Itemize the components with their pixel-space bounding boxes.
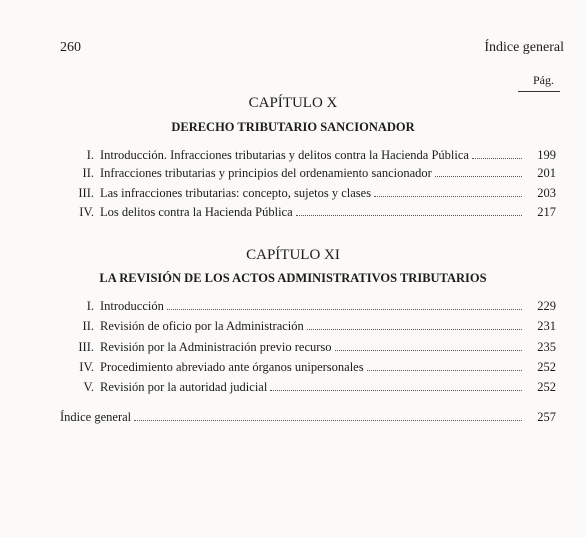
dot-leader [472, 158, 522, 159]
running-head: Índice general [484, 40, 564, 55]
toc-entry-number: IV. [79, 205, 94, 219]
toc-entry-title: Procedimiento abreviado ante órganos unipersonales [100, 360, 364, 374]
toc-entry-page: 257 [537, 410, 556, 424]
chapter-xi-label: CAPÍTULO XI [246, 247, 340, 263]
pag-column-rule [518, 91, 560, 92]
toc-entry-page: 199 [537, 148, 556, 162]
dot-leader [367, 370, 522, 371]
dot-leader [335, 350, 522, 351]
toc-entry-number: I. [86, 299, 94, 313]
toc-entry[interactable] [60, 186, 556, 204]
dot-leader [134, 420, 522, 421]
toc-entry-number: III. [78, 186, 94, 200]
dot-leader [167, 309, 522, 310]
toc-entry-number: V. [83, 380, 94, 394]
toc-entry-page: 217 [537, 205, 556, 219]
chapter-x-label: CAPÍTULO X [248, 95, 338, 111]
toc-entry[interactable] [60, 360, 556, 378]
chapter-x-title: DERECHO TRIBUTARIO SANCIONADOR [171, 120, 415, 134]
dot-leader [296, 215, 522, 216]
dot-leader [435, 176, 522, 177]
toc-entry[interactable] [60, 166, 556, 184]
toc-entry-page: 229 [537, 299, 556, 313]
toc-entry-title: Las infracciones tributarias: concepto, sujetos y clases [100, 186, 372, 200]
pag-column-label: Pág. [533, 73, 554, 87]
dot-leader [374, 196, 522, 197]
toc-entry-number: II. [82, 166, 94, 180]
dot-leader [307, 329, 522, 330]
toc-entry-number: I. [86, 148, 94, 162]
dot-leader [270, 390, 522, 391]
toc-entry-page: 235 [537, 340, 556, 354]
toc-entry-index[interactable] [60, 410, 556, 428]
toc-entry[interactable] [60, 148, 556, 166]
chapter-xi-title: LA REVISIÓN DE LOS ACTOS ADMINISTRATIVOS TRIBUTARIOS [99, 271, 487, 285]
toc-entry-title: Revisión de oficio por la Administración [100, 319, 304, 333]
toc-entry[interactable] [60, 299, 556, 317]
toc-entry-title: Infracciones tributarias y principios del ordenamiento sancionador [100, 166, 432, 180]
page-number: 260 [60, 40, 81, 55]
toc-entry-number: III. [78, 340, 94, 354]
toc-entry-title: Los delitos contra la Hacienda Pública [100, 205, 293, 219]
toc-entry-page: 203 [537, 186, 556, 200]
toc-entry-page: 252 [537, 360, 556, 374]
toc-entry[interactable] [60, 340, 556, 358]
toc-entry-title: Introducción. Infracciones tributarias y delitos contra la Hacienda Pública [100, 148, 469, 162]
toc-entry-page: 231 [537, 319, 556, 333]
toc-entry-title: Revisión por la autoridad judicial [100, 380, 268, 394]
toc-entry[interactable] [60, 205, 556, 223]
toc-entry-title: Índice general [60, 410, 132, 424]
toc-entry-page: 201 [537, 166, 556, 180]
toc-entry-title: Introducción [100, 299, 164, 313]
toc-entry[interactable] [60, 380, 556, 398]
toc-entry-page: 252 [537, 380, 556, 394]
toc-entry-number: II. [82, 319, 94, 333]
toc-entry-title: Revisión por la Administración previo recurso [100, 340, 332, 354]
toc-entry[interactable] [60, 319, 556, 337]
toc-entry-number: IV. [79, 360, 94, 374]
